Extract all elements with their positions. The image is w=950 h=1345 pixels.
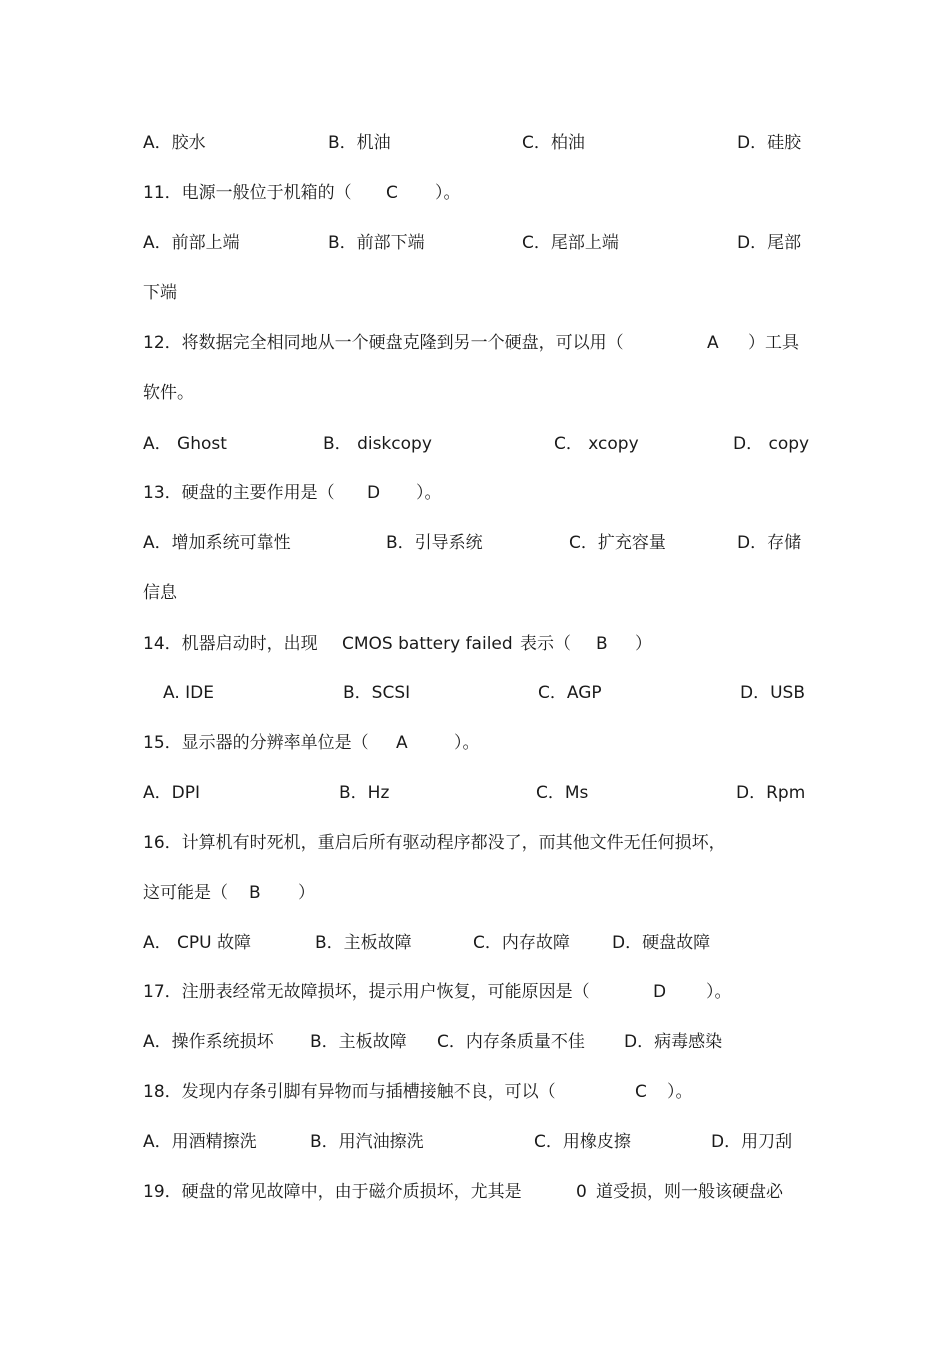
option-a: A．用酒精擦洗 bbox=[143, 1132, 257, 1152]
option-d: D．硬盘故障 bbox=[612, 933, 711, 953]
question-text-cont: 这可能是（ bbox=[143, 883, 228, 903]
option-b: B．主板故障 bbox=[315, 933, 412, 953]
track-number: 0 bbox=[576, 1182, 587, 1202]
answer: A bbox=[707, 333, 719, 353]
answer: C bbox=[386, 183, 398, 203]
answer: B bbox=[596, 634, 608, 654]
option-d: D．存储 bbox=[737, 533, 802, 553]
question-12 bbox=[0, 330, 950, 356]
question-text-end: ）。 bbox=[706, 982, 732, 1002]
option-d: D．Rpm bbox=[736, 783, 806, 803]
options-q13-cont bbox=[0, 580, 950, 606]
option-b: B．引导系统 bbox=[386, 533, 483, 553]
question-text: 12．将数据完全相同地从一个硬盘克隆到另一个硬盘，可以用（ bbox=[143, 333, 624, 353]
option-b: B．用汽油擦洗 bbox=[310, 1132, 424, 1152]
question-text: 19．硬盘的常见故障中，由于磁介质损坏，尤其是 bbox=[143, 1182, 522, 1202]
option-c: C．Ms bbox=[536, 783, 589, 803]
option-b: B．Hz bbox=[339, 783, 390, 803]
option-a: A．操作系统损坏 bbox=[143, 1032, 274, 1052]
question-text: 11．电源一般位于机箱的（ bbox=[143, 183, 352, 203]
option-b: B． diskcopy bbox=[323, 434, 432, 454]
option-b: B．前部下端 bbox=[328, 233, 425, 253]
option-d-cont: 下端 bbox=[143, 283, 177, 303]
option-c: C．AGP bbox=[538, 683, 602, 703]
options-q16 bbox=[0, 930, 950, 956]
question-14 bbox=[0, 631, 950, 657]
option-d: D．尾部 bbox=[737, 233, 802, 253]
question-text-mid: 表示（ bbox=[520, 634, 571, 654]
question-17 bbox=[0, 979, 950, 1005]
options-q14 bbox=[0, 680, 950, 706]
option-c: C．内存条质量不佳 bbox=[437, 1032, 585, 1052]
option-a: A． Ghost bbox=[143, 434, 227, 454]
question-text: 18．发现内存条引脚有异物而与插槽接触不良，可以（ bbox=[143, 1082, 556, 1102]
question-12-cont bbox=[0, 380, 950, 406]
answer: D bbox=[653, 982, 667, 1002]
option-c: C．尾部上端 bbox=[522, 233, 619, 253]
option-c: C．扩充容量 bbox=[569, 533, 666, 553]
option-a: A． CPU 故障 bbox=[143, 933, 252, 953]
option-b: B．SCSI bbox=[343, 683, 411, 703]
answer: A bbox=[396, 733, 408, 753]
option-d: D．用刀刮 bbox=[711, 1132, 793, 1152]
option-d: D．USB bbox=[740, 683, 805, 703]
option-a: A．前部上端 bbox=[143, 233, 240, 253]
question-text-end: ） bbox=[635, 634, 652, 654]
question-text-end: ）工具 bbox=[748, 333, 799, 353]
question-13 bbox=[0, 480, 950, 506]
answer: C bbox=[635, 1082, 647, 1102]
option-b: B．主板故障 bbox=[310, 1032, 407, 1052]
question-text-end: ）。 bbox=[435, 183, 461, 203]
options-q12 bbox=[0, 431, 950, 457]
question-text-end: 道受损，则一般该硬盘必 bbox=[596, 1182, 783, 1202]
options-q15 bbox=[0, 780, 950, 806]
question-16 bbox=[0, 830, 950, 856]
question-15 bbox=[0, 730, 950, 756]
options-q11-cont bbox=[0, 280, 950, 306]
question-text: 15．显示器的分辨率单位是（ bbox=[143, 733, 369, 753]
options-q10 bbox=[0, 130, 950, 156]
option-b: B．机油 bbox=[328, 133, 391, 153]
question-term: CMOS battery failed bbox=[342, 634, 513, 654]
option-c: C．内存故障 bbox=[473, 933, 570, 953]
option-d: D．病毒感染 bbox=[624, 1032, 723, 1052]
option-c: C． xcopy bbox=[554, 434, 639, 454]
option-a: A. IDE bbox=[163, 683, 214, 703]
question-text-end: ） bbox=[298, 883, 315, 903]
option-c: C．柏油 bbox=[522, 133, 585, 153]
option-a: A．DPI bbox=[143, 783, 200, 803]
question-text-end: ）。 bbox=[667, 1082, 693, 1102]
question-11 bbox=[0, 180, 950, 206]
question-text: 17．注册表经常无故障损坏，提示用户恢复，可能原因是（ bbox=[143, 982, 590, 1002]
option-d-cont: 信息 bbox=[143, 583, 177, 603]
question-text-end: ）。 bbox=[454, 733, 480, 753]
option-d: D． copy bbox=[733, 434, 810, 454]
option-d: D．硅胶 bbox=[737, 133, 802, 153]
options-q17 bbox=[0, 1029, 950, 1055]
options-q18 bbox=[0, 1129, 950, 1155]
question-18 bbox=[0, 1079, 950, 1105]
option-a: A．胶水 bbox=[143, 133, 206, 153]
question-19 bbox=[0, 1179, 950, 1205]
question-16-cont bbox=[0, 880, 950, 906]
question-text: 16．计算机有时死机，重启后所有驱动程序都没了，而其他文件无任何损坏， bbox=[143, 833, 726, 853]
options-q11 bbox=[0, 230, 950, 256]
answer: B bbox=[249, 883, 261, 903]
option-c: C．用橡皮擦 bbox=[534, 1132, 631, 1152]
options-q13 bbox=[0, 530, 950, 556]
question-text-cont: 软件。 bbox=[143, 383, 194, 403]
question-text: 14．机器启动时，出现 bbox=[143, 634, 318, 654]
answer: D bbox=[367, 483, 381, 503]
question-text-end: ）。 bbox=[416, 483, 442, 503]
question-text: 13．硬盘的主要作用是（ bbox=[143, 483, 335, 503]
option-a: A．增加系统可靠性 bbox=[143, 533, 291, 553]
